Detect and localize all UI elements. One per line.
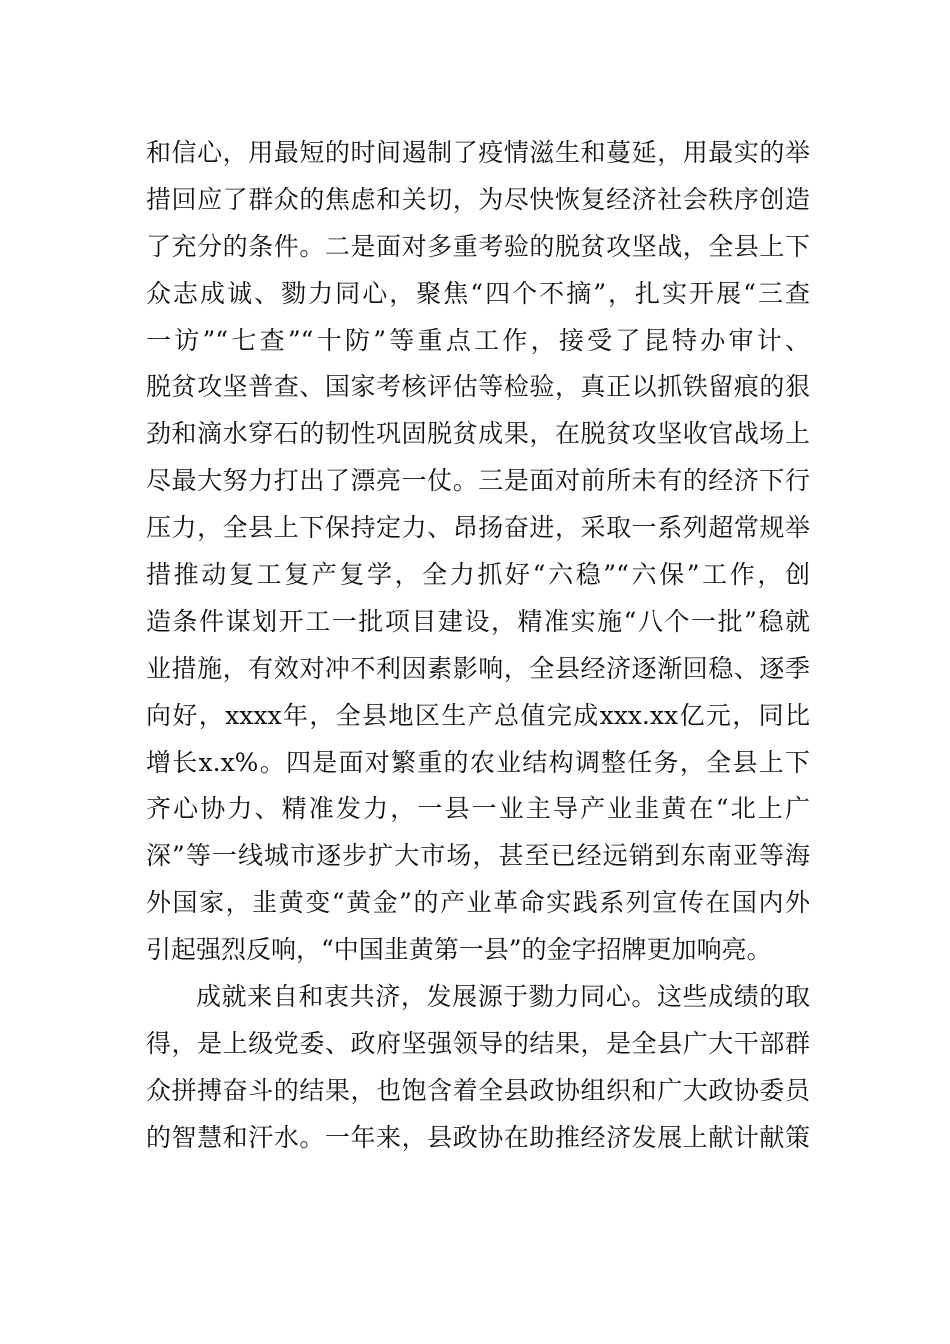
text-line: 向好，xxxx年，全县地区生产总值完成xxx.xx亿元，同比 bbox=[146, 700, 810, 730]
text-line: 措推动复工复产复学，全力抓好“六稳”“六保”工作，创 bbox=[146, 560, 810, 590]
text-line: 和信心，用最短的时间遏制了疫情滋生和蔓延，用最实的举 bbox=[146, 138, 810, 167]
text-line: 深”等一线城市逐步扩大市场，甚至已经远销到东南亚等海 bbox=[146, 841, 810, 871]
text-line: 业措施，有效对冲不利因素影响，全县经济逐渐回稳、逐季 bbox=[146, 653, 810, 683]
text-line: 压力，全县上下保持定力、昂扬奋进，采取一系列超常规举 bbox=[146, 513, 810, 543]
text-line: 脱贫攻坚普查、国家考核评估等检验，真正以抓铁留痕的狠 bbox=[146, 372, 810, 402]
text-line: 得，是上级党委、政府坚强领导的结果，是全县广大干部群 bbox=[146, 1028, 810, 1058]
text-line: 的智慧和汗水。一年来，县政协在助推经济发展上献计献策 bbox=[146, 1122, 810, 1152]
text-line: 一访”“七查”“十防”等重点工作，接受了昆特办审计、 bbox=[146, 325, 810, 355]
text-line: 尽最大努力打出了漂亮一仗。三是面对前所未有的经济下行 bbox=[146, 466, 810, 496]
text-line: 齐心协力、精准发力，一县一业主导产业韭黄在“北上广 bbox=[146, 794, 810, 824]
text-line: 劲和滴水穿石的韧性巩固脱贫成果，在脱贫攻坚收官战场上 bbox=[146, 419, 810, 449]
text-line: 增长x.x%。四是面对繁重的农业结构调整任务，全县上下 bbox=[146, 747, 810, 777]
body-text bbox=[146, 130, 810, 1162]
text-line: 措回应了群众的焦虑和关切，为尽快恢复经济社会秩序创造 bbox=[146, 184, 810, 214]
text-line: 众拼搏奋斗的结果，也饱含着全县政协组织和广大政协委员 bbox=[146, 1075, 810, 1105]
text-line: 成就来自和衷共济，发展源于勠力同心。这些成绩的取 bbox=[196, 982, 810, 1012]
text-line: 了充分的条件。二是面对多重考验的脱贫攻坚战，全县上下 bbox=[146, 231, 810, 261]
text-line: 外国家，韭黄变“黄金”的产业革命实践系列宣传在国内外 bbox=[146, 888, 810, 918]
text-line: 引起强烈反响，“中国韭黄第一县”的金字招牌更加响亮。 bbox=[146, 935, 772, 965]
text-line: 造条件谋划开工一批项目建设，精准实施“八个一批”稳就 bbox=[146, 606, 810, 636]
text-line: 众志成诚、勠力同心，聚焦“四个不摘”，扎实开展“三查 bbox=[146, 278, 810, 308]
